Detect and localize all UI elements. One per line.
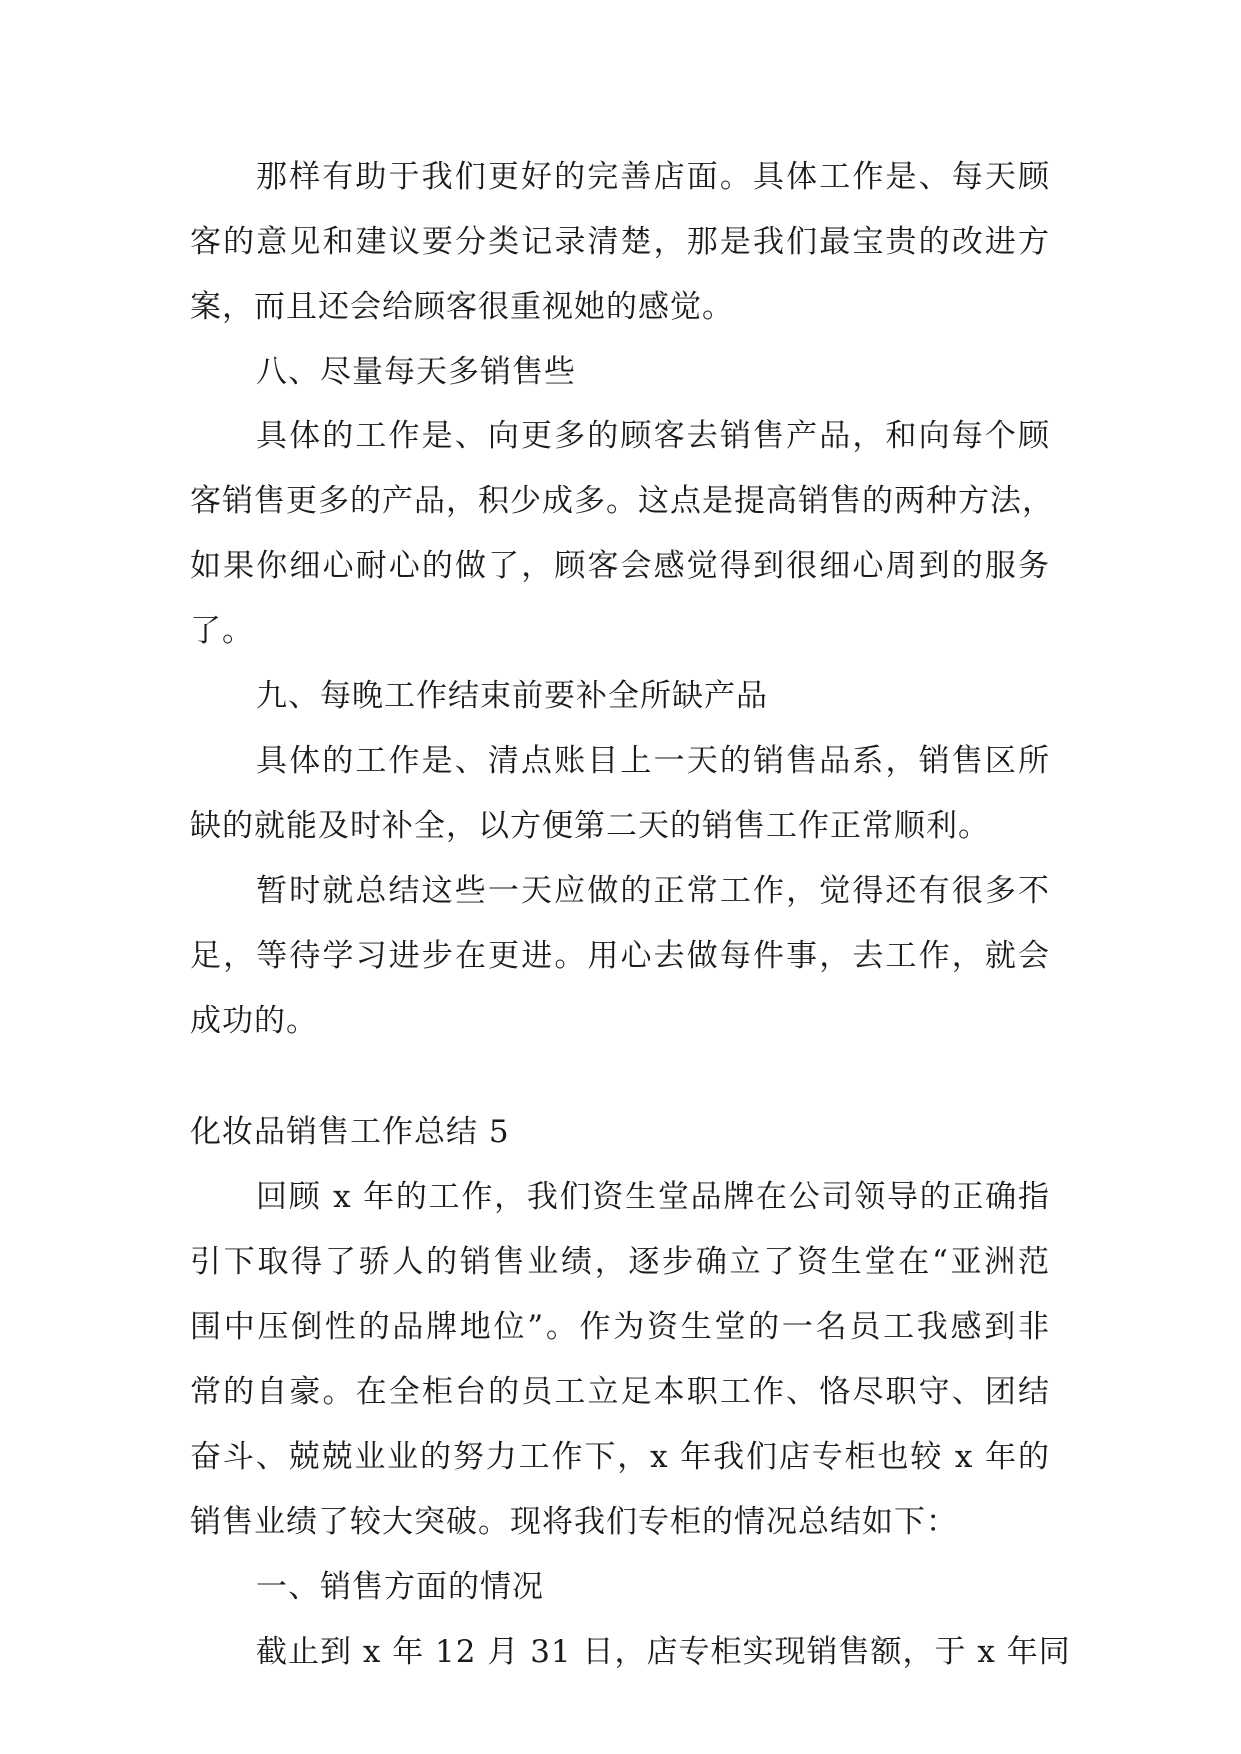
paragraph-line: 截止到 x 年 12 月 31 日，店专柜实现销售额，于 x 年同: [256, 1634, 1071, 1670]
paragraph-line: 缺的就能及时补全，以方便第二天的销售工作正常顺利。: [190, 808, 990, 844]
paragraph-line: 常的自豪。在全柜台的员工立足本职工作、恪尽职守、团结: [190, 1374, 1050, 1410]
paragraph-line: 成功的。: [190, 1003, 318, 1039]
paragraph-line: 那样有助于我们更好的完善店面。具体工作是、每天顾: [256, 159, 1050, 195]
paragraph-line: 围中压倒性的品牌地位”。作为资生堂的一名员工我感到非: [190, 1309, 1050, 1345]
paragraph-line: 暂时就总结这些一天应做的正常工作，觉得还有很多不: [256, 873, 1050, 909]
paragraph-line: 引下取得了骄人的销售业绩，逐步确立了资生堂在“亚洲范: [190, 1244, 1050, 1280]
paragraph-line: 客销售更多的产品，积少成多。这点是提高销售的两种方法，: [190, 483, 1054, 519]
document-title: 化妆品销售工作总结 5: [190, 1114, 510, 1150]
paragraph-line: 案，而且还会给顾客很重视她的感觉。: [190, 289, 734, 325]
paragraph-line: 回顾 x 年的工作，我们资生堂品牌在公司领导的正确指: [256, 1179, 1050, 1215]
paragraph-line: 具体的工作是、向更多的顾客去销售产品，和向每个顾: [256, 418, 1050, 454]
section-heading: 一、销售方面的情况: [256, 1569, 544, 1605]
paragraph-line: 销售业绩了较大突破。现将我们专柜的情况总结如下：: [190, 1504, 958, 1540]
paragraph-line: 了。: [190, 613, 254, 649]
paragraph-line: 如果你细心耐心的做了，顾客会感觉得到很细心周到的服务: [190, 548, 1050, 584]
paragraph-line: 客的意见和建议要分类记录清楚，那是我们最宝贵的改进方: [190, 224, 1050, 260]
paragraph-line: 奋斗、兢兢业业的努力工作下，x 年我们店专柜也较 x 年的: [190, 1439, 1050, 1475]
paragraph-line: 足，等待学习进步在更进。用心去做每件事，去工作，就会: [190, 938, 1050, 974]
section-heading: 八、尽量每天多销售些: [256, 354, 576, 390]
paragraph-line: 具体的工作是、清点账目上一天的销售品系，销售区所: [256, 743, 1050, 779]
section-heading: 九、每晚工作结束前要补全所缺产品: [256, 678, 768, 714]
